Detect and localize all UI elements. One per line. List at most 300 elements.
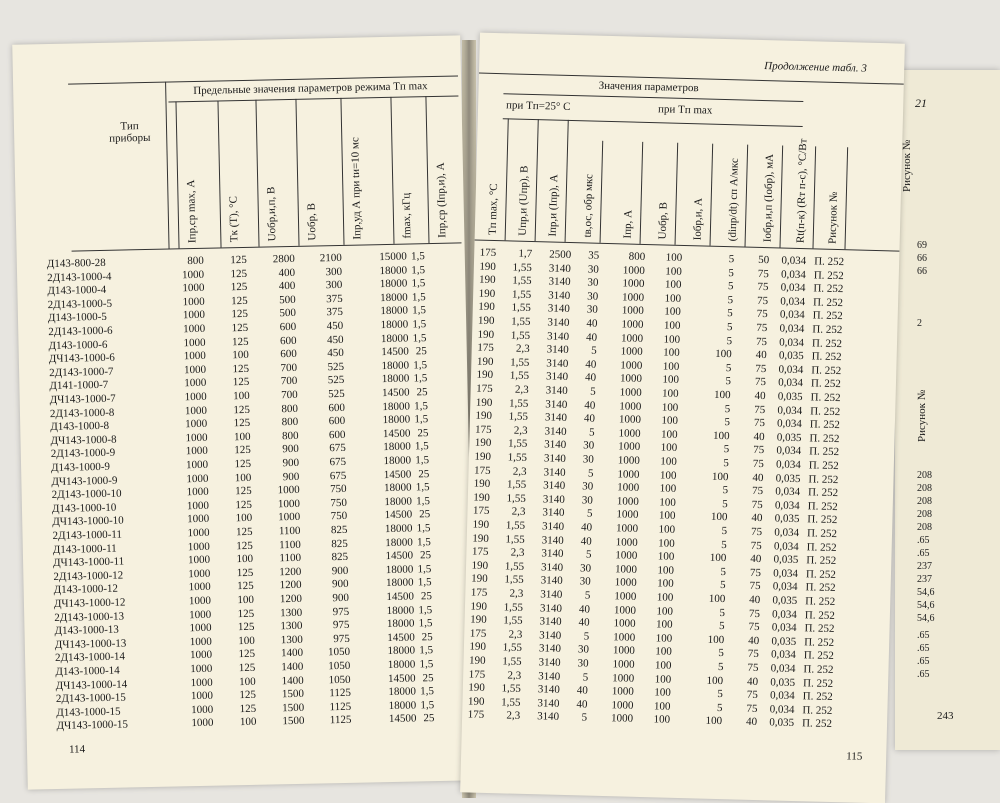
value-cell: П. 252 bbox=[804, 608, 835, 622]
device-type-cell: 2Д143-1000-5 bbox=[47, 297, 113, 311]
value-cell: 900 bbox=[331, 578, 349, 591]
value-cell: 5 bbox=[725, 361, 732, 375]
value-cell: 100 bbox=[233, 430, 251, 444]
value-cell: 0,034 bbox=[772, 580, 798, 594]
value-cell: 190 bbox=[472, 532, 489, 545]
value-cell: 800 bbox=[187, 254, 204, 268]
value-cell: 0,035 bbox=[773, 553, 799, 567]
device-type-cell: Д141-1000-7 bbox=[49, 379, 109, 393]
value-cell: П. 252 bbox=[812, 309, 843, 323]
value-cell: 1100 bbox=[279, 538, 301, 551]
value-cell: 5 bbox=[728, 253, 735, 266]
under-value: 66 bbox=[917, 266, 927, 277]
value-cell: 1,5 bbox=[420, 698, 435, 712]
value-cell: 1050 bbox=[328, 673, 351, 686]
value-cell: 1000 bbox=[183, 336, 206, 349]
device-type-cell: 2Д143-1000-14 bbox=[54, 650, 126, 665]
value-cell: 1,5 bbox=[411, 290, 426, 304]
right-col-header: Tп max, °С bbox=[486, 183, 501, 236]
device-type-cell: ДЧ143-1000-6 bbox=[48, 351, 115, 366]
value-cell: 1000 bbox=[184, 404, 208, 417]
value-cell: 1,5 bbox=[411, 263, 426, 277]
value-cell: 1100 bbox=[278, 524, 301, 538]
sub-header-tmax: при Tп max bbox=[657, 103, 713, 117]
value-cell: 125 bbox=[235, 525, 253, 539]
value-cell: 1000 bbox=[617, 481, 640, 495]
value-cell: 190 bbox=[473, 477, 491, 491]
value-cell: 30 bbox=[582, 480, 594, 493]
value-cell: 1,55 bbox=[504, 560, 525, 573]
value-cell: 100 bbox=[656, 577, 674, 591]
value-cell: 18000 bbox=[385, 536, 413, 549]
value-cell: 100 bbox=[233, 389, 250, 403]
value-cell: 800 bbox=[628, 250, 646, 263]
right-col-header: tв,ос, обр мкс bbox=[581, 173, 596, 238]
value-cell: 3140 bbox=[542, 493, 565, 506]
value-cell: 700 bbox=[280, 375, 298, 388]
value-cell: 3140 bbox=[539, 601, 563, 615]
under-value: 208 bbox=[917, 483, 932, 494]
value-cell: 5 bbox=[724, 402, 731, 415]
value-cell: 0,034 bbox=[773, 540, 799, 553]
value-cell: П. 252 bbox=[804, 622, 835, 636]
value-cell: 40 bbox=[585, 331, 598, 344]
value-cell: 900 bbox=[331, 564, 349, 577]
value-cell: 190 bbox=[469, 640, 487, 654]
value-cell: 5 bbox=[727, 307, 733, 320]
value-cell: 100 bbox=[661, 414, 679, 428]
value-cell: 1,5 bbox=[412, 304, 427, 317]
device-type-cell: Д143-1000-6 bbox=[48, 338, 108, 352]
value-cell: 5 bbox=[591, 344, 597, 357]
value-cell: 0,034 bbox=[774, 526, 800, 540]
value-cell: 900 bbox=[282, 456, 300, 470]
value-cell: 1200 bbox=[279, 579, 302, 592]
value-cell: 525 bbox=[327, 374, 345, 387]
value-cell: 125 bbox=[239, 689, 257, 702]
value-cell: 3140 bbox=[541, 520, 565, 533]
value-cell: 800 bbox=[281, 429, 299, 443]
value-cell: П. 252 bbox=[801, 717, 833, 731]
value-cell: 40 bbox=[580, 521, 593, 534]
value-cell: 25 bbox=[419, 549, 432, 562]
value-cell: 5 bbox=[725, 375, 732, 388]
value-cell: 18000 bbox=[387, 658, 416, 672]
value-cell: П. 252 bbox=[802, 676, 834, 690]
device-type-cell: Д143-1000-11 bbox=[52, 542, 117, 556]
right-col-header: Iпр,и (Iпр), А bbox=[546, 174, 561, 237]
value-cell: 3140 bbox=[543, 465, 566, 479]
value-cell: 1,5 bbox=[410, 250, 425, 263]
device-type-cell: ДЧ143-1000-15 bbox=[56, 718, 129, 733]
value-cell: 15000 bbox=[379, 250, 407, 264]
value-cell: 125 bbox=[235, 485, 252, 498]
under-value: 237 bbox=[917, 561, 932, 572]
value-cell: 40 bbox=[583, 412, 596, 425]
value-cell: 1500 bbox=[282, 701, 305, 715]
value-cell: П. 252 bbox=[803, 663, 834, 677]
value-cell: 125 bbox=[237, 621, 255, 634]
value-cell: 1000 bbox=[612, 644, 636, 658]
right-col-header: (diпр/dt) сп А/мкс bbox=[726, 158, 741, 242]
value-cell: 14500 bbox=[383, 468, 412, 481]
device-type-cell: Д143-1000-4 bbox=[47, 284, 107, 298]
value-cell: 190 bbox=[477, 314, 495, 328]
value-cell: 1000 bbox=[182, 281, 205, 295]
value-cell: 18000 bbox=[379, 264, 408, 277]
value-cell: 40 bbox=[580, 534, 592, 548]
device-type-cell: Д143-1000-14 bbox=[55, 664, 120, 679]
value-cell: 1000 bbox=[621, 291, 645, 304]
device-type-cell: Д143-1000-10 bbox=[51, 501, 117, 515]
value-cell: 35 bbox=[588, 249, 600, 262]
value-cell: 190 bbox=[471, 572, 488, 586]
value-cell: 1000 bbox=[618, 413, 642, 427]
value-cell: П. 252 bbox=[811, 350, 842, 364]
value-cell: 0,035 bbox=[777, 390, 803, 404]
value-cell: 5 bbox=[727, 280, 734, 293]
value-cell: 100 bbox=[710, 511, 728, 524]
value-cell: 825 bbox=[331, 537, 348, 550]
value-cell: 30 bbox=[581, 494, 593, 507]
value-cell: 190 bbox=[476, 355, 494, 368]
value-cell: 1000 bbox=[183, 322, 206, 336]
value-cell: 40 bbox=[585, 358, 597, 371]
value-cell: 1,5 bbox=[419, 644, 434, 657]
value-cell: 700 bbox=[280, 361, 298, 375]
value-cell: 1050 bbox=[328, 659, 351, 673]
value-cell: 1,5 bbox=[413, 372, 428, 385]
col-divider bbox=[675, 143, 679, 245]
value-cell: 5 bbox=[587, 467, 594, 480]
value-cell: П. 252 bbox=[811, 336, 843, 350]
value-cell: 18000 bbox=[386, 617, 415, 631]
value-cell: 190 bbox=[470, 600, 488, 613]
value-cell: 5 bbox=[590, 385, 596, 398]
value-cell: 25 bbox=[423, 712, 435, 725]
value-cell: 300 bbox=[325, 265, 343, 278]
value-cell: 14500 bbox=[384, 508, 413, 522]
value-cell: 40 bbox=[750, 553, 762, 566]
value-cell: 2,3 bbox=[512, 465, 527, 478]
value-cell: 40 bbox=[754, 389, 766, 403]
value-cell: 190 bbox=[473, 491, 491, 504]
value-cell: 3140 bbox=[546, 343, 569, 357]
value-cell: П. 252 bbox=[812, 296, 844, 309]
value-cell: 75 bbox=[747, 661, 759, 675]
value-cell: 125 bbox=[230, 253, 247, 267]
value-cell: 14500 bbox=[387, 631, 415, 644]
under-value: 66 bbox=[917, 253, 927, 264]
value-cell: 1400 bbox=[280, 647, 304, 660]
value-cell: 25 bbox=[421, 630, 433, 644]
left-group-header: Предельные значения параметров режима Tп max bbox=[193, 80, 428, 97]
value-cell: 18000 bbox=[381, 359, 410, 372]
value-cell: 75 bbox=[750, 525, 763, 539]
value-cell: 1000 bbox=[189, 635, 212, 648]
value-cell: 1000 bbox=[185, 431, 208, 445]
value-cell: 30 bbox=[587, 263, 600, 276]
value-cell: 100 bbox=[653, 713, 671, 727]
value-cell: 100 bbox=[232, 349, 249, 362]
value-cell: 375 bbox=[326, 292, 343, 306]
value-cell: 5 bbox=[722, 497, 728, 511]
col-divider bbox=[812, 146, 816, 248]
value-cell: 100 bbox=[663, 333, 681, 346]
under-value: .65 bbox=[917, 643, 930, 654]
value-cell: 0,034 bbox=[781, 254, 807, 268]
value-cell: 1400 bbox=[281, 674, 304, 687]
value-cell: 1,55 bbox=[502, 641, 523, 655]
value-cell: 40 bbox=[749, 593, 761, 607]
value-cell: 18000 bbox=[386, 604, 415, 617]
value-cell: 5 bbox=[721, 525, 728, 538]
value-cell: 2500 bbox=[549, 248, 572, 262]
value-cell: 5 bbox=[586, 507, 593, 521]
value-cell: 75 bbox=[751, 498, 763, 511]
value-cell: 1,55 bbox=[509, 369, 530, 383]
type-column-header: Тип приборы bbox=[109, 120, 151, 145]
value-cell: 1,5 bbox=[420, 685, 435, 698]
left-col-header: fmax, кГц bbox=[400, 192, 414, 239]
value-cell: 5 bbox=[721, 538, 727, 551]
value-cell: 1,5 bbox=[415, 481, 430, 494]
value-cell: 1300 bbox=[280, 633, 303, 647]
value-cell: 1200 bbox=[279, 592, 303, 606]
value-cell: 125 bbox=[231, 294, 248, 308]
value-cell: П. 252 bbox=[810, 404, 841, 418]
value-cell: 40 bbox=[751, 512, 763, 525]
right-group-header: Значения параметров bbox=[598, 79, 699, 95]
value-cell: 75 bbox=[746, 702, 758, 715]
value-cell: 100 bbox=[655, 632, 673, 645]
value-cell: 1000 bbox=[613, 603, 637, 617]
value-cell: 190 bbox=[478, 273, 496, 287]
value-cell: 1,5 bbox=[415, 454, 430, 467]
value-cell: 30 bbox=[577, 643, 590, 657]
value-cell: 125 bbox=[234, 457, 252, 471]
value-cell: 3140 bbox=[545, 370, 569, 384]
value-cell: 1000 bbox=[183, 349, 206, 363]
under-value: 208 bbox=[917, 470, 932, 481]
value-cell: 18000 bbox=[383, 481, 412, 495]
value-cell: 100 bbox=[708, 592, 726, 606]
col-divider bbox=[745, 145, 749, 247]
value-cell: П. 252 bbox=[805, 595, 836, 609]
value-cell: 0,034 bbox=[770, 662, 796, 676]
value-cell: 2,3 bbox=[506, 709, 521, 723]
value-cell: 1000 bbox=[615, 535, 638, 549]
left-col-header: Iпр,ср (Iпр,и), А bbox=[434, 162, 449, 238]
value-cell: 1000 bbox=[619, 372, 643, 386]
value-cell: 125 bbox=[237, 580, 254, 593]
value-cell: 1000 bbox=[187, 553, 211, 567]
value-cell: 1,5 bbox=[417, 562, 432, 576]
value-cell: 450 bbox=[326, 333, 344, 346]
value-cell: 5 bbox=[723, 457, 729, 470]
value-cell: 1,55 bbox=[508, 410, 529, 424]
col-divider bbox=[217, 100, 221, 247]
value-cell: 2100 bbox=[319, 251, 342, 265]
value-cell: 1000 bbox=[610, 712, 634, 726]
value-cell: 100 bbox=[655, 618, 673, 631]
value-cell: 14500 bbox=[381, 386, 410, 400]
value-cell: 3140 bbox=[544, 425, 567, 438]
value-cell: 1,5 bbox=[416, 522, 431, 535]
value-cell: 2,3 bbox=[510, 546, 525, 560]
value-cell: 100 bbox=[711, 470, 729, 483]
value-cell: 1,55 bbox=[507, 437, 528, 451]
value-cell: 100 bbox=[654, 672, 672, 686]
value-cell: 100 bbox=[236, 553, 254, 566]
device-type-cell: Д143-1000-13 bbox=[54, 623, 119, 638]
under-value: 54,6 bbox=[917, 587, 935, 598]
device-type-cell: ДЧ143-1000-7 bbox=[49, 392, 116, 407]
value-cell: 5 bbox=[585, 548, 592, 561]
value-cell: 450 bbox=[326, 319, 344, 333]
value-cell: 750 bbox=[330, 510, 348, 523]
col-divider bbox=[535, 119, 539, 241]
left-col-header: Iпр,ср max, А bbox=[185, 179, 199, 244]
value-cell: 1000 bbox=[612, 671, 635, 685]
col-divider bbox=[640, 142, 644, 244]
value-cell: П. 252 bbox=[802, 690, 833, 704]
value-cell: 1125 bbox=[329, 714, 352, 727]
value-cell: 2800 bbox=[272, 252, 295, 266]
value-cell: 3140 bbox=[542, 506, 565, 520]
value-cell: 100 bbox=[237, 593, 255, 607]
value-cell: 1,5 bbox=[416, 494, 431, 508]
value-cell: 3140 bbox=[537, 683, 560, 697]
value-cell: 75 bbox=[751, 485, 764, 498]
value-cell: 1500 bbox=[282, 715, 305, 728]
value-cell: 5 bbox=[719, 579, 726, 592]
value-cell: 5 bbox=[716, 701, 723, 714]
under-page-number-bottom: 243 bbox=[937, 710, 954, 722]
value-cell: 125 bbox=[231, 308, 249, 321]
value-cell: 75 bbox=[752, 457, 764, 471]
value-cell: 14500 bbox=[381, 345, 409, 359]
value-cell: 1,55 bbox=[512, 261, 533, 274]
value-cell: 75 bbox=[753, 417, 766, 430]
device-type-cell: ДЧ143-1000-12 bbox=[53, 596, 126, 611]
under-value: .65 bbox=[917, 535, 930, 546]
value-cell: 30 bbox=[577, 657, 589, 670]
under-value: 208 bbox=[917, 509, 932, 520]
device-type-cell: ДЧ143-1000-11 bbox=[52, 555, 125, 570]
value-cell: 1000 bbox=[188, 581, 211, 594]
value-cell: 1000 bbox=[187, 526, 210, 540]
value-cell: 125 bbox=[239, 702, 257, 715]
value-cell: 5 bbox=[584, 589, 591, 602]
left-col-header: Iпр,уд А при tи=10 мс bbox=[349, 137, 364, 240]
value-cell: 1000 bbox=[186, 485, 209, 499]
value-cell: 1000 bbox=[191, 703, 214, 716]
value-cell: 40 bbox=[584, 371, 597, 385]
value-cell: 14500 bbox=[385, 549, 414, 563]
value-cell: 1,55 bbox=[505, 533, 525, 546]
value-cell: 1125 bbox=[329, 687, 352, 700]
value-cell: 1,55 bbox=[510, 329, 531, 342]
value-cell: 1300 bbox=[280, 606, 303, 619]
value-cell: 5 bbox=[726, 334, 733, 347]
value-cell: 3140 bbox=[543, 479, 566, 493]
value-cell: 18000 bbox=[382, 400, 411, 413]
device-type-cell: 2Д143-1000-15 bbox=[55, 691, 126, 706]
value-cell: 1000 bbox=[615, 549, 638, 563]
value-cell: 25 bbox=[420, 590, 433, 603]
value-cell: 100 bbox=[656, 591, 674, 604]
value-cell: 0,034 bbox=[771, 608, 798, 621]
value-cell: 3140 bbox=[547, 316, 570, 330]
value-cell: 2,3 bbox=[514, 383, 529, 396]
value-cell: 30 bbox=[586, 303, 598, 317]
value-cell: 190 bbox=[476, 368, 494, 382]
value-cell: 100 bbox=[654, 659, 672, 672]
value-cell: 1,55 bbox=[503, 614, 523, 628]
value-cell: 100 bbox=[662, 360, 680, 373]
value-cell: 0,034 bbox=[780, 281, 806, 295]
left-page bbox=[12, 35, 476, 789]
value-cell: 100 bbox=[659, 469, 677, 482]
value-cell: 18000 bbox=[382, 413, 411, 427]
value-cell: 1000 bbox=[614, 563, 638, 576]
value-cell: 190 bbox=[475, 396, 493, 409]
value-cell: 18000 bbox=[381, 372, 410, 386]
value-cell: 18000 bbox=[384, 522, 413, 536]
value-cell: 600 bbox=[328, 428, 346, 442]
value-cell: 3140 bbox=[547, 302, 570, 316]
value-cell: П. 252 bbox=[809, 432, 840, 445]
value-cell: 175 bbox=[467, 708, 485, 722]
value-cell: 5 bbox=[722, 484, 729, 497]
value-cell: 3140 bbox=[548, 262, 572, 275]
value-cell: 75 bbox=[757, 267, 769, 280]
device-type-cell: 2Д143-1000-11 bbox=[52, 528, 123, 543]
value-cell: 1,55 bbox=[501, 682, 522, 696]
value-cell: 3140 bbox=[548, 275, 571, 289]
value-cell: 1000 bbox=[184, 390, 207, 404]
value-cell: 1000 bbox=[616, 495, 639, 508]
value-cell: 175 bbox=[471, 545, 489, 559]
value-cell: 600 bbox=[328, 401, 346, 414]
value-cell: 1,55 bbox=[501, 696, 521, 709]
value-cell: 125 bbox=[236, 539, 253, 552]
value-cell: 675 bbox=[329, 469, 347, 482]
value-cell: 0,035 bbox=[771, 635, 797, 648]
value-cell: 1000 bbox=[183, 363, 207, 377]
value-cell: 125 bbox=[238, 648, 256, 661]
value-cell: 190 bbox=[467, 695, 485, 708]
value-cell: 3140 bbox=[540, 574, 563, 588]
value-cell: П. 252 bbox=[806, 554, 837, 568]
under-rot-label-a: Рисунок № bbox=[901, 139, 913, 192]
value-cell: 3140 bbox=[546, 357, 569, 370]
value-cell: 1000 bbox=[188, 567, 211, 580]
value-cell: 900 bbox=[332, 591, 350, 605]
value-cell: 125 bbox=[231, 321, 249, 335]
value-cell: 18000 bbox=[380, 291, 408, 304]
value-cell: 1000 bbox=[185, 417, 208, 431]
col-divider bbox=[165, 82, 169, 249]
value-cell: П. 252 bbox=[813, 282, 844, 296]
value-cell: 100 bbox=[664, 292, 682, 305]
value-cell: 190 bbox=[479, 260, 497, 273]
value-cell: 1,55 bbox=[507, 451, 528, 464]
value-cell: 100 bbox=[707, 633, 725, 646]
value-cell: 1000 bbox=[182, 309, 206, 322]
value-cell: 1000 bbox=[277, 484, 300, 497]
